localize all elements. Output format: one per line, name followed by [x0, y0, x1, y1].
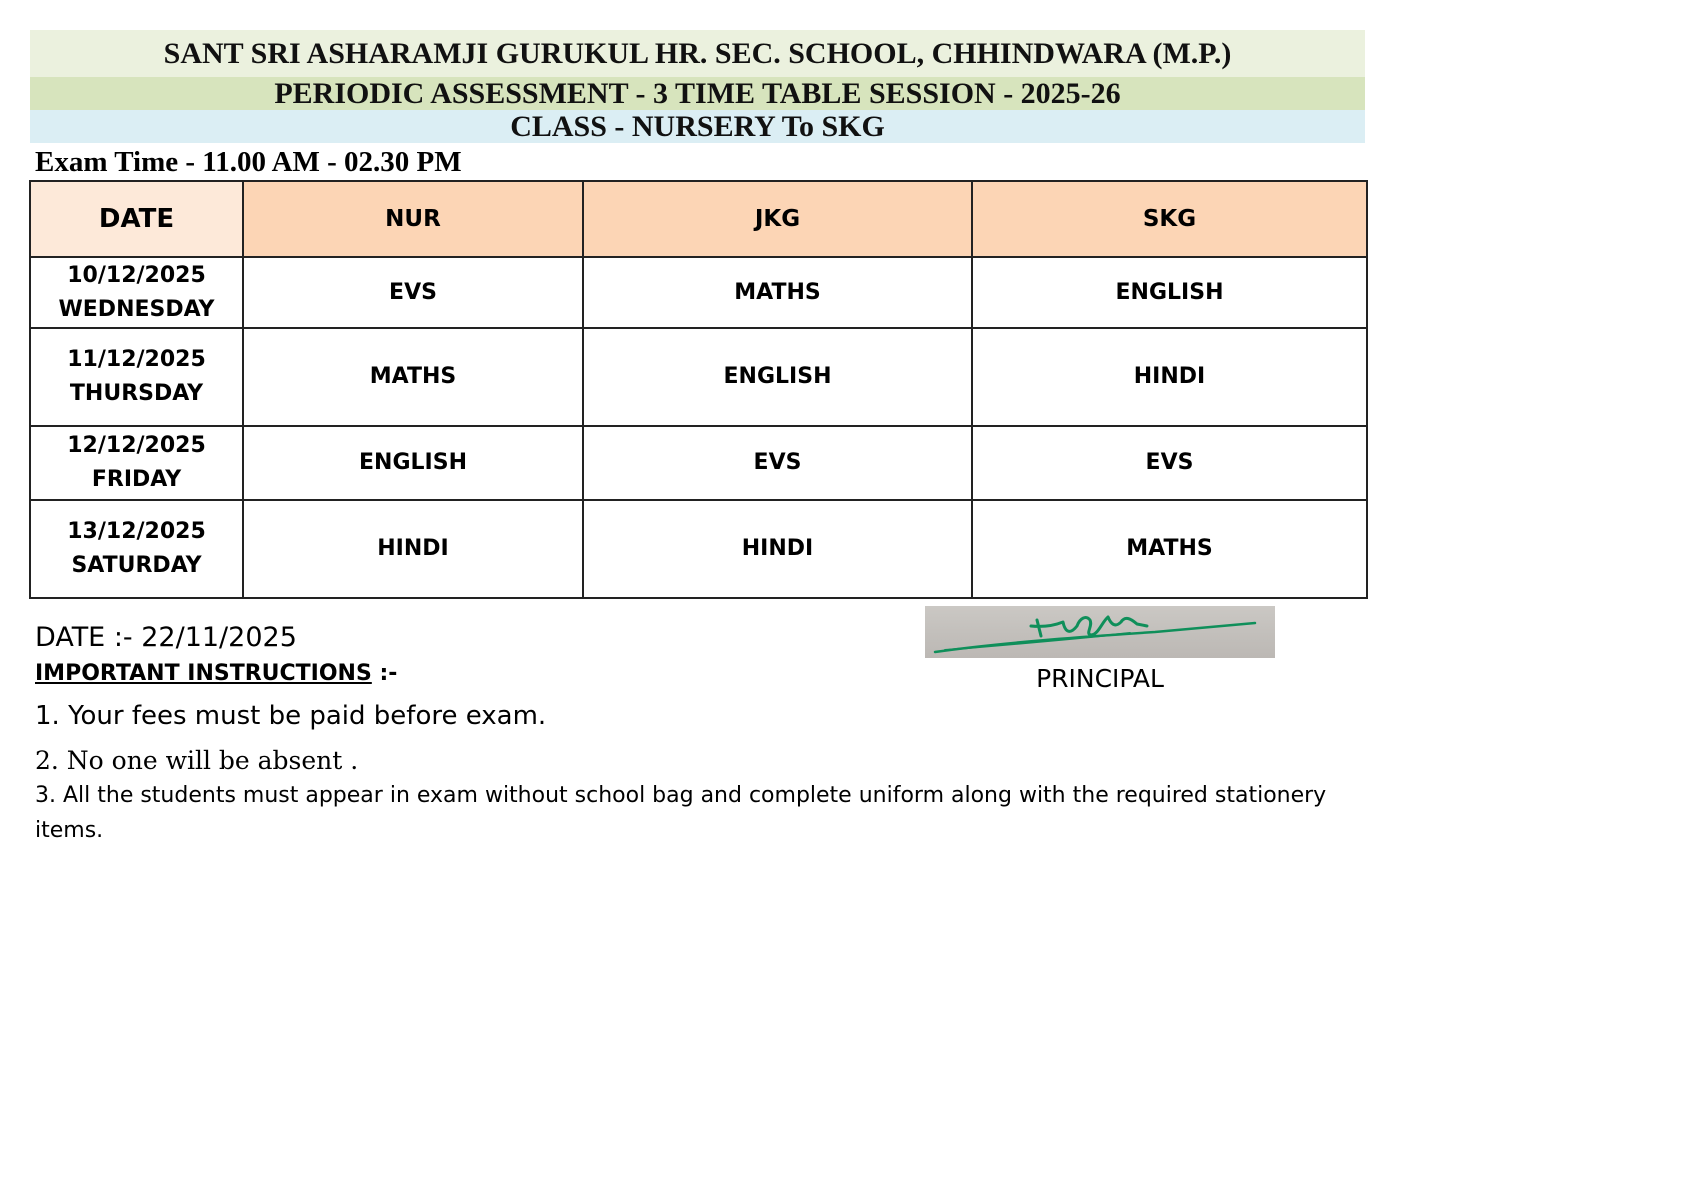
issue-date: DATE :- 22/11/2025	[35, 622, 297, 653]
date-value: 13/12/2025	[67, 519, 206, 544]
document-title: PERIODIC ASSESSMENT - 3 TIME TABLE SESSION - 2025-26	[30, 77, 1365, 110]
table-row	[30, 257, 1367, 328]
nur-subject: ENGLISH	[243, 426, 583, 500]
day-value: WEDNESDAY	[58, 296, 215, 322]
instructions-heading-suffix: :-	[371, 661, 398, 686]
school-name: SANT SRI ASHARAMJI GURUKUL HR. SEC. SCHOOL, CHHINDWARA (M.P.)	[30, 30, 1365, 77]
exam-time: Exam Time - 11.00 AM - 02.30 PM	[35, 146, 462, 178]
principal-signature	[925, 606, 1275, 658]
jkg-subject: MATHS	[583, 257, 972, 328]
date-cell	[30, 257, 243, 328]
date-cell	[30, 500, 243, 598]
jkg-subject: EVS	[583, 426, 972, 500]
nur-subject: EVS	[243, 257, 583, 328]
date-cell	[30, 426, 243, 500]
instructions-heading-text: IMPORTANT INSTRUCTIONS	[35, 661, 372, 686]
table-row	[30, 500, 1367, 598]
table-row	[30, 328, 1367, 426]
instruction-item: 2. No one will be absent .	[35, 746, 359, 775]
timetable	[29, 180, 1368, 599]
table-header-row	[30, 181, 1367, 257]
header-nur: NUR	[243, 181, 583, 257]
signature-icon	[925, 606, 1275, 658]
class-range: CLASS - NURSERY To SKG	[30, 110, 1365, 143]
jkg-subject: ENGLISH	[583, 328, 972, 426]
day-value: SATURDAY	[71, 553, 202, 578]
date-value: 12/12/2025	[67, 433, 206, 458]
instruction-item: 3. All the students must appear in exam without school bag and complete uniform along with the required stationery items.	[35, 783, 1327, 843]
date-cell	[30, 328, 243, 426]
day-value: FRIDAY	[91, 467, 182, 492]
header-date: DATE	[30, 181, 243, 257]
skg-subject: ENGLISH	[972, 257, 1367, 328]
principal-label: PRINCIPAL	[1036, 664, 1164, 693]
nur-subject: HINDI	[243, 500, 583, 598]
header-jkg: JKG	[583, 181, 972, 257]
header-skg: SKG	[972, 181, 1367, 257]
skg-subject: MATHS	[972, 500, 1367, 598]
day-value: THURSDAY	[69, 381, 204, 406]
table-row	[30, 426, 1367, 500]
nur-subject: MATHS	[243, 328, 583, 426]
jkg-subject: HINDI	[583, 500, 972, 598]
skg-subject: EVS	[972, 426, 1367, 500]
instructions-heading	[35, 658, 397, 690]
date-value: 11/12/2025	[67, 347, 206, 372]
date-value: 10/12/2025	[67, 262, 206, 288]
skg-subject: HINDI	[972, 328, 1367, 426]
instruction-item: 1. Your fees must be paid before exam.	[35, 701, 547, 731]
